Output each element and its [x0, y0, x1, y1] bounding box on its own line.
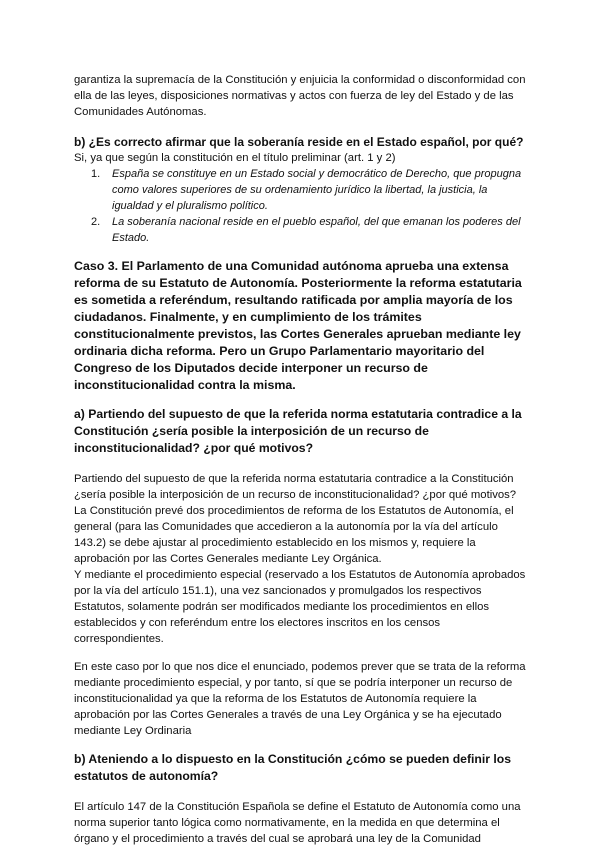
- answer-paragraph-1: Partiendo del supuesto de que la referida norma estatutaria contradice a la Constitución ¿sería posible la interposición de un recurso de inconstitucionalidad? ¿por qué motivos?: [74, 473, 517, 501]
- list-item-number: 1.: [91, 168, 101, 180]
- case-3-statement: Caso 3. El Parlamento de una Comunidad autónoma aprueba una extensa reforma de su Estatuto de Autonomía. Posteriormente la reforma estatutaria es sometida a referéndum, resultando ratificada por amplia mayoría de los ciudadanos. Finalmente, y en cumplimiento de los trámites constitucionalmente previstos, las Cortes Generales aprueban mediante ley ordinaria dicha reforma. Pero un Grupo Parlamentario mayoritario del Congreso de los Diputados decide interponer un recurso de inconstitucionalidad contra la misma.: [74, 259, 522, 392]
- list-item-text: España se constituye en un Estado social y democrático de Derecho, que propugna como valores superiores de su ordenamiento jurídico la libertad, la justicia, la igualdad y el pluralismo político.: [112, 168, 522, 212]
- document-page: [74, 72, 530, 847]
- list-item-number: 2.: [91, 216, 101, 228]
- question-sovereignty: b) ¿Es correcto afirmar que la soberanía reside en el Estado español, por qué?: [74, 135, 524, 149]
- constitution-articles-list: [74, 166, 530, 246]
- answer-paragraph-3: Y mediante el procedimiento especial (reservado a los Estatutos de Autonomía aprobados por la vía del artículo 151.1), una vez sancionados y promulgados los respectivos Estatutos, solamente podrán ser modificados mediante los procedimientos en ellos establecidos y con referéndum entre los electores inscritos en los censos correspondientes.: [74, 569, 526, 645]
- list-item: [74, 166, 530, 214]
- question-unconstitutionality: a) Partiendo del supuesto de que la referida norma estatutaria contradice a la Constitución ¿sería posible la interposición de un recurso de inconstitucionalidad? ¿por qué motivos?: [74, 407, 522, 455]
- list-item: [74, 214, 530, 246]
- answer-paragraph-2: La Constitución prevé dos procedimientos de reforma de los Estatutos de Autonomía, el general (para las Comunidades que accedieron a la autonomía por la vía del artículo 143.2) se debe ajustar al procedimiento establecido en los mismos y, requiere la aprobación por las Cortes Generales mediante Ley Orgánica.: [74, 505, 514, 565]
- question-statutes-definition: b) Ateniendo a lo dispuesto en la Constitución ¿cómo se pueden definir los estatutos de autonomía?: [74, 752, 511, 783]
- intro-paragraph: garantiza la supremacía de la Constitución y enjuicia la conformidad o disconformidad con ella de las leyes, disposiciones normativas y actos con fuerza de ley del Estado y de las Comunidades Autónomas.: [74, 74, 526, 118]
- answer-paragraph-4: En este caso por lo que nos dice el enunciado, podemos prever que se trata de la reforma mediante procedimiento especial, y por tanto, sí que se podría interponer un recurso de inconstitucionalidad ya que la reforma de los Estatutos de Autonomía requiere la aprobación por las Cortes Generales a través de una Ley Orgánica y se ha ejecutado mediante Ley Ordinaria: [74, 661, 526, 737]
- answer-statutes-definition: El artículo 147 de la Constitución Española se define el Estatuto de Autonomía como una norma superior tanto lógica como normativamente, en la medida en que determina el órgano y el procedimiento a través del cual se aprobará una ley de la Comunidad: [74, 801, 521, 845]
- list-item-text: La soberanía nacional reside en el pueblo español, del que emanan los poderes del Estado.: [112, 216, 521, 244]
- answer-sovereignty: Si, ya que según la constitución en el título preliminar (art. 1 y 2): [74, 152, 396, 164]
